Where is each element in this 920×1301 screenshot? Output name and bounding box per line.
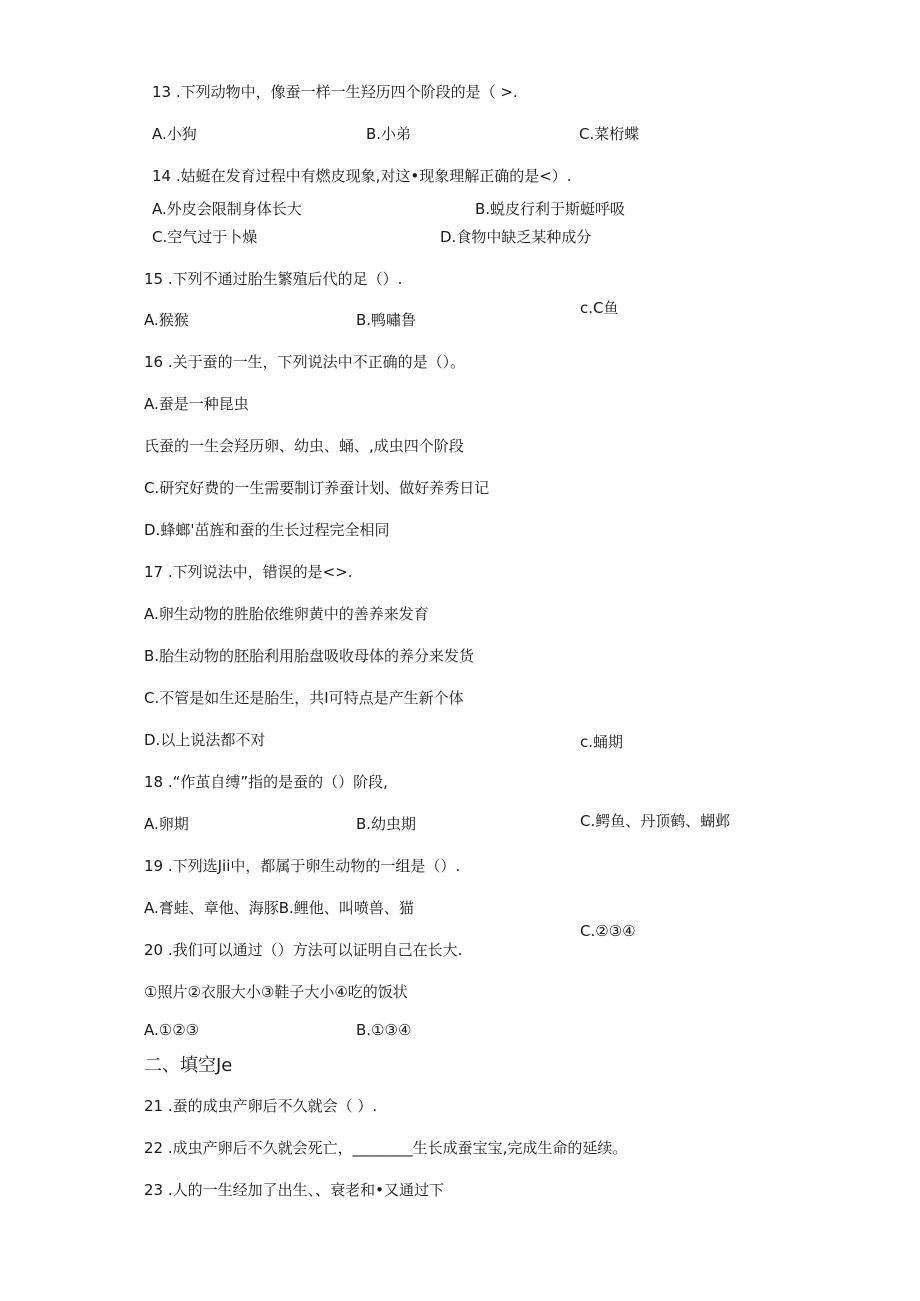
q16-option-b: 氏蚕的一生会羟历卵、幼虫、蛹、,成虫四个阶段 bbox=[144, 437, 464, 455]
q18-stem: 18 .“作茧自缚”指的是蚕的（）阶段, bbox=[144, 773, 388, 791]
q14-option-b: B.蜕皮行利于斯蜓呼吸 bbox=[475, 200, 626, 218]
q20-option-b: B.①③④ bbox=[356, 1021, 412, 1039]
q15-option-a: A.猴猴 bbox=[144, 311, 189, 329]
q13-stem: 13 .下列动物中，像蚕一样一生羟历四个阶段的是（ >. bbox=[152, 83, 518, 101]
q20-option-a: A.①②③ bbox=[144, 1021, 200, 1039]
q13-option-c: C.菜桁蝶 bbox=[579, 125, 640, 143]
q13-option-a: A.小狗 bbox=[152, 125, 197, 143]
q16-option-d: D.蜂螂'茁旌和蚕的生长过程完全相同 bbox=[144, 521, 390, 539]
q17-option-a: A.卵生动物的胜胎依维卵黄中的善养来发育 bbox=[144, 605, 429, 623]
q16-option-c: C.研究好费的一生需要制订养蚕计划、做好养秀日记 bbox=[144, 479, 490, 497]
q14-option-c: C.空气过于卜燥 bbox=[152, 228, 258, 246]
q17-stem: 17 .下列说法中，错误的是<>. bbox=[144, 563, 353, 581]
q15-stem: 15 .下列不通过胎生繁殖后代的足（）. bbox=[144, 270, 403, 288]
q17-option-d: D.以上说法都不对 bbox=[144, 731, 266, 749]
q20-option-c: C.②③④ bbox=[580, 922, 636, 940]
q18-option-c: c.蛹期 bbox=[580, 733, 624, 751]
q20-stem: 20 .我们可以通过（）方法可以证明自己在长大. bbox=[144, 941, 463, 959]
q18-option-a: A.卵期 bbox=[144, 815, 189, 833]
q23: 23 .人的一生经加了出生、、衰老和•又通过下 bbox=[144, 1181, 444, 1199]
q16-stem: 16 .关于蚕的一生，下列说法中不正确的是（）。 bbox=[144, 353, 466, 371]
q14-option-a: A.外皮会限制身体长大 bbox=[152, 200, 302, 218]
q15-option-b: B.鸭嘯鲁 bbox=[356, 311, 417, 329]
q14-stem: 14 .姑蜓在发育过程中有燃皮现象,对这•现象理解正确的是<）. bbox=[152, 167, 572, 185]
section-heading: 二、填空Je bbox=[144, 1055, 233, 1076]
q17-option-b: B.胎生动物的胚胎利用胎盘吸收母体的养分来发货 bbox=[144, 647, 475, 665]
q14-option-d: D.食物中缺乏某种成分 bbox=[440, 228, 592, 246]
q16-option-a: A.蚕是一种昆虫 bbox=[144, 395, 249, 413]
q21: 21 .蚕的成虫产卵后不久就会（ ）. bbox=[144, 1097, 378, 1115]
q19-option-c: C.鳄鱼、丹顶鹤、蝴邺 bbox=[580, 812, 731, 830]
q20-items: ①照片②衣服大小③鞋子大小④吃的饭状 bbox=[144, 983, 408, 1001]
q15-option-c: c.C鱼 bbox=[580, 299, 619, 317]
q22: 22 .成虫产卵后不久就会死亡，________生长成蚕宝宝,完成生命的延续。 bbox=[144, 1139, 628, 1157]
q18-option-b: B.幼虫期 bbox=[356, 815, 417, 833]
q13-option-b: B.小弟 bbox=[366, 125, 412, 143]
q19-stem: 19 .下列选Jii中，都属于卵生动物的一组是（）. bbox=[144, 857, 461, 875]
q19-option-ab: A.膏蛙、章他、海豚B.鲤他、叫喷兽、猫 bbox=[144, 899, 414, 917]
q17-option-c: C.不管是如生还是胎生，共I可特点是产生新个体 bbox=[144, 689, 464, 707]
